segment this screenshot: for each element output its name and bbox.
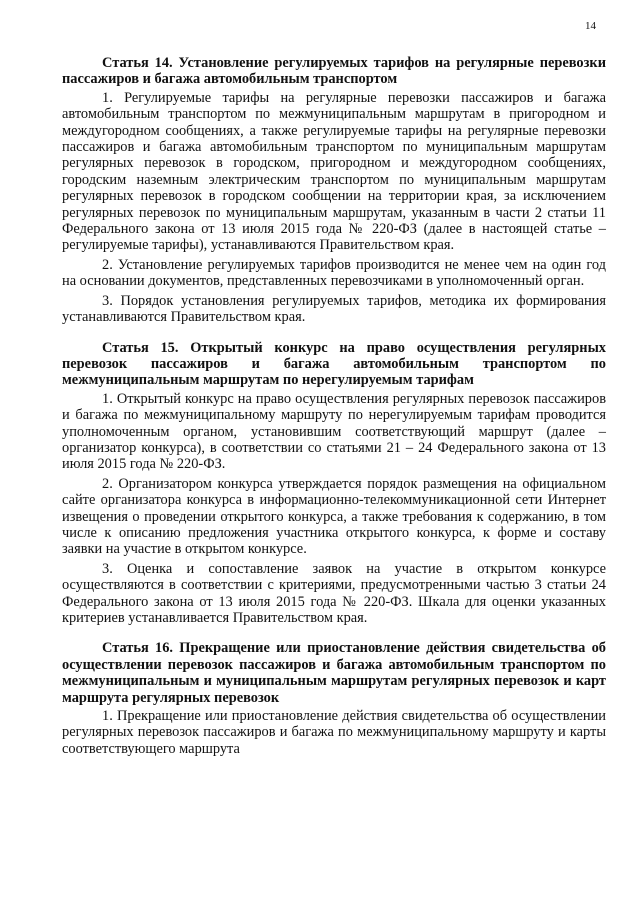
document-body [62,55,606,771]
paragraph: 3. Порядок установления регулируемых тарифов, методика их формирования устанавливаются Правительством края. [62,292,606,326]
article-14 [62,55,606,326]
article-title: Статья 16. Прекращение или приостановление действия свидетельства об осуществлении перевозок пассажиров и багажа автомобильным транспортом по межмуниципальным и муниципальным маршрутам регулярных перевозок и карт маршрута регулярных перевозок [62,640,606,706]
page-number: 14 [585,20,596,32]
paragraph: 1. Прекращение или приостановление действия свидетельства об осуществлении регулярных перевозок пассажиров и багажа по межмуниципальному маршруту и карты соответствующего маршрута [62,708,606,757]
paragraph: 1. Открытый конкурс на право осуществления регулярных перевозок пассажиров и багажа по межмуниципальному маршруту по нерегулируемым тарифам проводится уполномоченным органом, установившим соответствующий маршрут (далее – организатор конкурса), в соответствии со статьями 21 – 24 Федерального закона от 13 июля 2015 года № 220-ФЗ. [62,390,606,473]
article-title: Статья 15. Открытый конкурс на право осуществления регулярных перевозок пассажиров и багажа автомобильным транспортом по межмуниципальным маршрутам по нерегулируемым тарифам [62,339,606,389]
paragraph: 2. Установление регулируемых тарифов производится не менее чем на один год на основании документов, представленных перевозчиками в уполномоченный орган. [62,256,606,290]
article-16 [62,640,606,757]
paragraph: 2. Организатором конкурса утверждается порядок размещения на официальном сайте организатора конкурса в информационно-телекоммуникационной сети Интернет извещения о проведении открытого конкурса, а также требования к содержанию, в том числе к описанию предложения участника открытого конкурса, к форме и составу заявки на участие в открытом конкурсе. [62,475,606,558]
article-title: Статья 14. Установление регулируемых тарифов на регулярные перевозки пассажиров и багажа автомобильным транспортом [62,55,606,88]
paragraph: 3. Оценка и сопоставление заявок на участие в открытом конкурсе осуществляются в соответствии с критериями, предусмотренными частью 3 статьи 24 Федерального закона от 13 июля 2015 года № 220-ФЗ. Шкала для оценки указанных критериев устанавливается Правительством края. [62,560,606,626]
article-15 [62,340,606,627]
paragraph: 1. Регулируемые тарифы на регулярные перевозки пассажиров и багажа автомобильным транспортом по межмуниципальным маршрутам в пригородном и междугородном сообщениях, а также регулируемые тарифы на регулярные перевозки пассажиров и багажа автомобильным транспортом по муниципальным маршрутам регулярных перевозок в городском, пригородном и междугородном сообщениях, городским наземным электрическим транспортом по муниципальным маршрутам регулярных перевозок в городском сообщении на территории края, за исключением регулярных перевозок по муниципальным маршрутам, указанным в части 2 статьи 11 Федерального закона от 13 июля 2015 года № 220-ФЗ (далее в настоящей статье – регулируемые тарифы), устанавливаются Правительством края. [62,89,606,254]
